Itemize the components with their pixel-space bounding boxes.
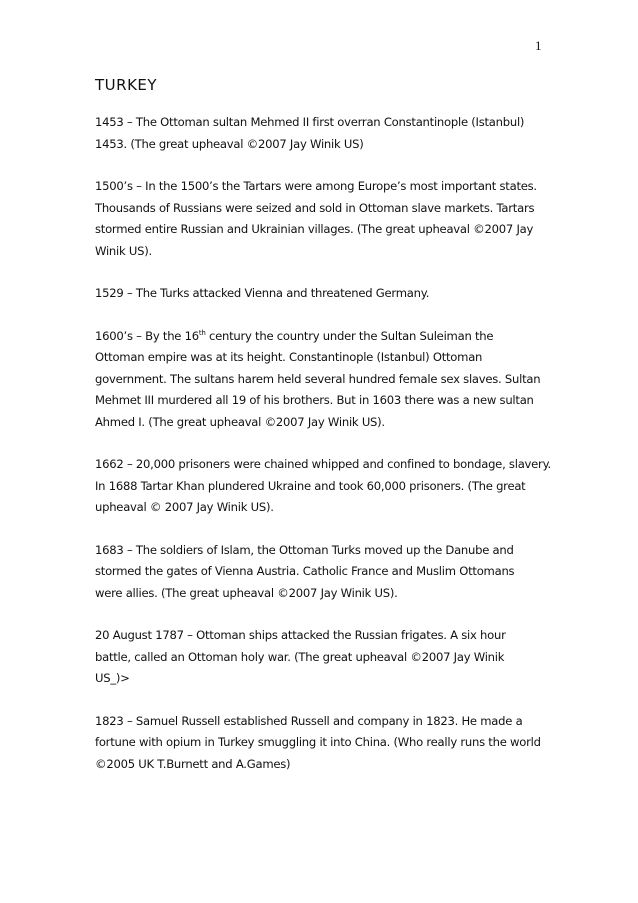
text-line: ©2005 UK T.Burnett and A.Games) [95, 756, 291, 771]
text-line: 1662 – 20,000 prisoners were chained whipped and confined to bondage, slavery. [95, 457, 551, 471]
text-fragment: 1600’s – By the 16 [95, 328, 199, 343]
text-line: stormed entire Russian and Ukrainian villages. (The great upheaval ©2007 Jay [95, 222, 534, 236]
text-line: 1529 – The Turks attacked Vienna and threatened Germany. [95, 286, 430, 300]
text-line: 1823 – Samuel Russell established Russell and company in 1823. He made a [95, 713, 523, 728]
document-body [95, 76, 550, 796]
ordinal-suffix: th [198, 328, 206, 337]
text-line: 1453 – The Ottoman sultan Mehmed II first overran Constantinople (Istanbul) [95, 115, 525, 129]
text-line: government. The sultans harem held several hundred female sex slaves. Sultan [95, 371, 541, 386]
text-line: In 1688 Tartar Khan plundered Ukraine and took 60,000 prisoners. (The great [95, 478, 526, 493]
text-line [95, 326, 550, 348]
entry-1500s [95, 176, 550, 262]
entry-1823 [95, 711, 550, 776]
entry-1662 [95, 454, 550, 519]
text-line: Thousands of Russians were seized and sold in Ottoman slave markets. Tartars [95, 200, 535, 215]
text-line: Mehmet III murdered all 19 of his brothers. But in 1603 there was a new sultan [95, 393, 534, 407]
entry-1787 [95, 625, 550, 690]
text-line: 1500’s – In the 1500’s the Tartars were among Europe’s most important states. [95, 179, 537, 193]
document-title: TURKEY [95, 76, 158, 94]
text-line: 1683 – The soldiers of Islam, the Ottoman Turks moved up the Danube and [95, 542, 514, 557]
page-number: 1 [535, 38, 542, 53]
text-line: battle, called an Ottoman holy war. (The great upheaval ©2007 Jay Winik [95, 649, 505, 664]
entry-1453 [95, 112, 550, 155]
text-line: Ahmed I. (The great upheaval ©2007 Jay Winik US). [95, 414, 385, 429]
text-fragment: century the country under the Sultan Suleiman the [205, 328, 494, 343]
text-line: upheaval © 2007 Jay Winik US). [95, 500, 274, 514]
text-line: Winik US). [95, 243, 152, 258]
text-line: 20 August 1787 – Ottoman ships attacked the Russian frigates. A six hour [95, 628, 506, 642]
text-line: fortune with opium in Turkey smuggling it into China. (Who really runs the world [95, 735, 541, 749]
text-line: stormed the gates of Vienna Austria. Catholic France and Muslim Ottomans [95, 564, 515, 578]
text-line: 1453. (The great upheaval ©2007 Jay Winik US) [95, 136, 364, 151]
text-line: were allies. (The great upheaval ©2007 Jay Winik US). [95, 585, 398, 600]
text-line: Ottoman empire was at its height. Constantinople (Istanbul) Ottoman [95, 350, 483, 364]
text-line: US_)> [95, 671, 130, 685]
entry-1600s [95, 326, 550, 434]
entry-1529 [95, 283, 550, 305]
entry-1683 [95, 540, 550, 605]
